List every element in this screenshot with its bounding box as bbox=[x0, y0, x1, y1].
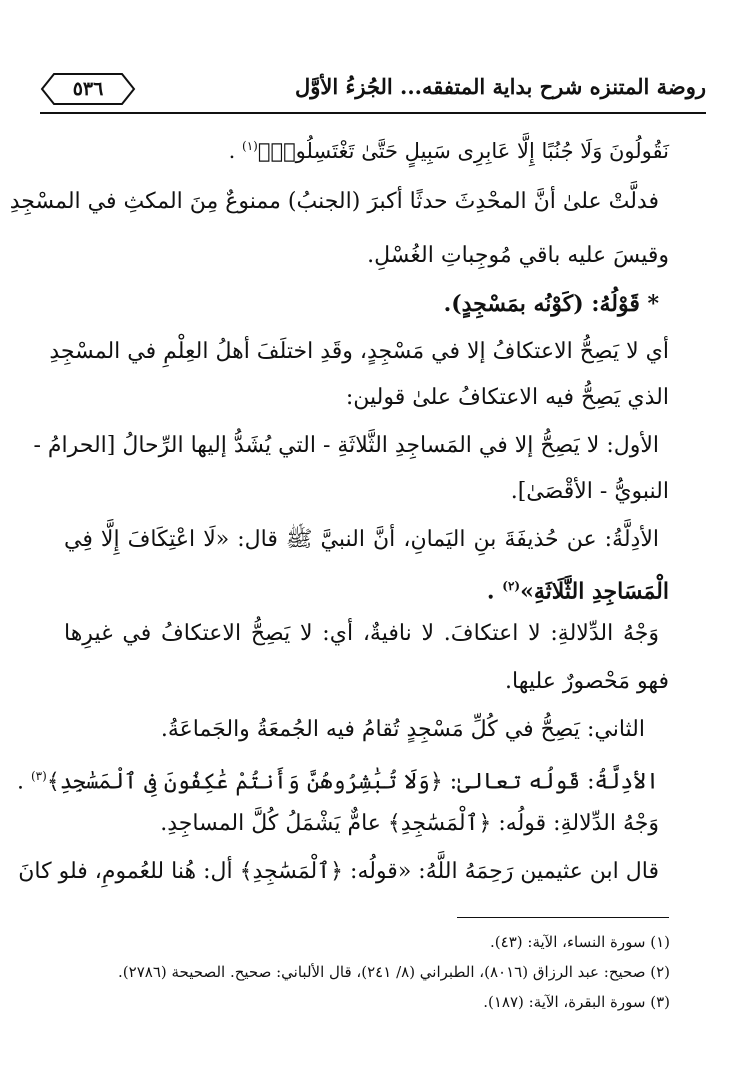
text-line-2: فدلَّتْ علىٰ أنَّ المحْدِثَ حدثًا أكبرَ (الجنبُ) ممنوعٌ مِنَ المكثِ في المسْجِدِ bbox=[9, 189, 659, 214]
text-line-7: الأول: لا يَصِحُّ إلا في المَساجِدِ الثَّلاثَةِ - التي يُشَدُّ إليها الرِّحالُ [الحرامُ - bbox=[33, 433, 659, 458]
page-header bbox=[40, 72, 706, 110]
line-text: نَقُولُونَ وَلَا جُنُبًا إِلَّا عَابِرِى سَبِيلٍ حَتَّىٰ تَغْتَسِلُوا۟﴾ bbox=[257, 139, 669, 163]
footnote-ref-1: (١) bbox=[242, 139, 258, 153]
footnote-2: (٢) صحيح: عبد الرزاق (٨٠١٦)، الطبراني (٨/ ٢٤١)، قال الألباني: صحيح. الصحيحة (٢٧٨٦). bbox=[118, 963, 670, 981]
text-line-16: قال ابن عثيمين رَحِمَهُ اللَّهُ: «قولُه: ﴿ٱلْمَسَٰجِدِ﴾ أل: هُنا للعُمومِ، فلو كانَ bbox=[18, 859, 659, 884]
text-line-5: أي لا يَصِحُّ الاعتكافُ إلا في مَسْجِدٍ، وقَدِ اختلَفَ أهلُ العِلْمِ في المسْجِدِ bbox=[49, 339, 669, 364]
footnote-1: (١) سورة النساء، الآية: (٤٣). bbox=[490, 933, 670, 951]
text-line-6: الذي يَصِحُّ فيه الاعتكافُ علىٰ قولين: bbox=[345, 385, 669, 410]
text-line-9: الأدِلَّةُ: عن حُذيفَةَ بنِ اليَمانِ، أنَّ النبيَّ ﷺ قال: «لَا اعْتِكَافَ إِلَّا فِي bbox=[64, 527, 659, 552]
header-divider bbox=[40, 112, 706, 114]
text-line-11: وَجْهُ الدِّلالةِ: لا اعتكافَ. لا نافيةٌ، أي: لا يَصِحُّ الاعتكافُ في غيرِها bbox=[64, 621, 659, 646]
text-line-13: الثاني: يَصِحُّ في كُلِّ مَسْجِدٍ تُقامُ فيه الجُمعَةُ والجَماعَةُ. bbox=[160, 717, 645, 742]
page-number: ٥٣٦ bbox=[72, 78, 104, 100]
page-number-badge bbox=[40, 72, 136, 106]
hadith-text: الْمَسَاجِدِ الثَّلَاثَةِ» bbox=[520, 578, 669, 605]
text-line-15: وَجْهُ الدِّلالةِ: قولُه: ﴿ٱلْمَسَٰجِدِ﴾ عامٌّ يَشْمَلُ كُلَّ المساجِدِ. bbox=[160, 811, 659, 836]
text-line-14: الأدِلَّةُ: قَولُه تعالىٰ: ﴿وَلَا تُبَٰشِرُوهُنَّ وَأَنتُمْ عَٰكِفُونَ فِى ٱلْمَسَٰجِدِ﴾$^{(٣)}$ . bbox=[16, 769, 659, 795]
text-line-8: النبويُّ - الأقْصَىٰ]. bbox=[510, 479, 669, 504]
footnote-ref-3: (٣) bbox=[30, 769, 47, 783]
text-line-1: نَقُولُونَ وَلَا جُنُبًا إِلَّا عَابِرِى سَبِيلٍ حَتَّىٰ تَغْتَسِلُوا۟﴾$^{(١)}$ . bbox=[228, 139, 669, 163]
footnote-ref-2: (٢) bbox=[502, 579, 521, 593]
running-title: روضة المتنزه شرح بداية المتفقه... الجُزءُ الأوَّل bbox=[294, 74, 706, 99]
text-line-12: فهو مَحْصورٌ عليها. bbox=[505, 669, 669, 694]
line-text: الأدِلَّةُ: قَولُه تعالىٰ: ﴿وَلَا تُبَٰشِرُوهُنَّ وَأَنتُمْ عَٰكِفُونَ فِى ٱلْمَسَٰجِدِ﴾ bbox=[46, 769, 659, 795]
text-line-3: وقيسَ عليه باقي مُوجِباتِ الغُسْلِ. bbox=[367, 243, 669, 268]
footnote-divider bbox=[457, 917, 669, 918]
section-heading: * قَوْلُهُ: (كَوْنُه بمَسْجِدٍ). bbox=[443, 291, 659, 317]
footnote-3: (٣) سورة البقرة، الآية: (١٨٧). bbox=[483, 993, 670, 1011]
text-line-10: الْمَسَاجِدِ الثَّلَاثَةِ»$^{(٢)}$ . bbox=[486, 578, 669, 605]
